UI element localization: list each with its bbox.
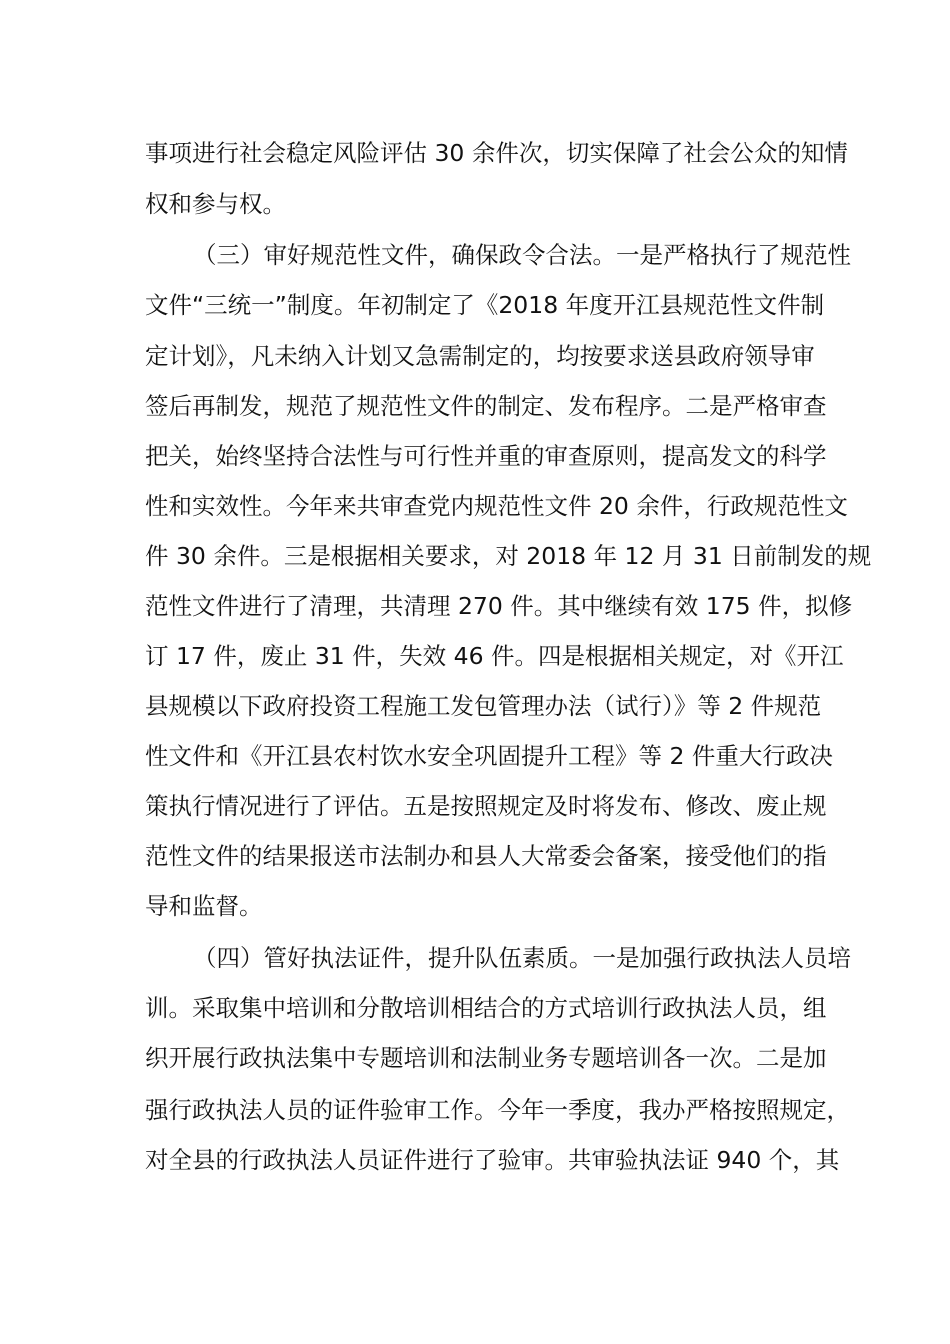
text-line: 训。采取集中培训和分散培训相结合的方式培训行政执法人员，组 [145, 994, 827, 1022]
text-line: 强行政执法人员的证件验审工作。今年一季度，我办严格按照规定， [145, 1096, 850, 1124]
text-line: 织开展行政执法集中专题培训和法制业务专题培训各一次。二是加 [145, 1044, 827, 1072]
text-line: 范性文件进行了清理，共清理 270 件。其中继续有效 175 件，拟修 [145, 592, 853, 620]
text-line: 导和监督。 [145, 892, 263, 920]
text-line: 文件“三统一”制度。年初制定了《2018 年度开江县规范性文件制 [145, 291, 825, 319]
text-line: 性文件和《开江县农村饮水安全巩固提升工程》等 2 件重大行政决 [145, 742, 833, 770]
text-line: 县规模以下政府投资工程施工发包管理办法（试行）》等 2 件规范 [145, 692, 822, 720]
text-line: 性和实效性。今年来共审查党内规范性文件 20 余件，行政规范性文 [145, 492, 848, 520]
text-line: 定计划》，凡未纳入计划又急需制定的，均按要求送县政府领导审 [145, 342, 815, 370]
text-line: 范性文件的结果报送市法制办和县人大常委会备案，接受他们的指 [145, 842, 827, 870]
text-line: 事项进行社会稳定风险评估 30 余件次，切实保障了社会公众的知情 [145, 139, 848, 167]
text-line: 对全县的行政执法人员证件进行了验审。共审验执法证 940 个，其 [145, 1146, 840, 1174]
section-heading-line: （三）审好规范性文件，确保政令合法。一是严格执行了规范性 [193, 241, 851, 269]
text-line: 订 17 件，废止 31 件，失效 46 件。四是根据相关规定，对《开江 [145, 642, 844, 670]
text-line: 权和参与权。 [145, 190, 286, 218]
text-line: 签后再制发，规范了规范性文件的制定、发布程序。二是严格审查 [145, 392, 827, 420]
section-heading-line: （四）管好执法证件，提升队伍素质。一是加强行政执法人员培 [193, 944, 851, 972]
text-line: 策执行情况进行了评估。五是按照规定及时将发布、修改、废止规 [145, 792, 827, 820]
text-line: 件 30 余件。三是根据相关要求，对 2018 年 12 月 31 日前制发的规 [145, 542, 872, 570]
text-line: 把关，始终坚持合法性与可行性并重的审查原则，提高发文的科学 [145, 442, 827, 470]
